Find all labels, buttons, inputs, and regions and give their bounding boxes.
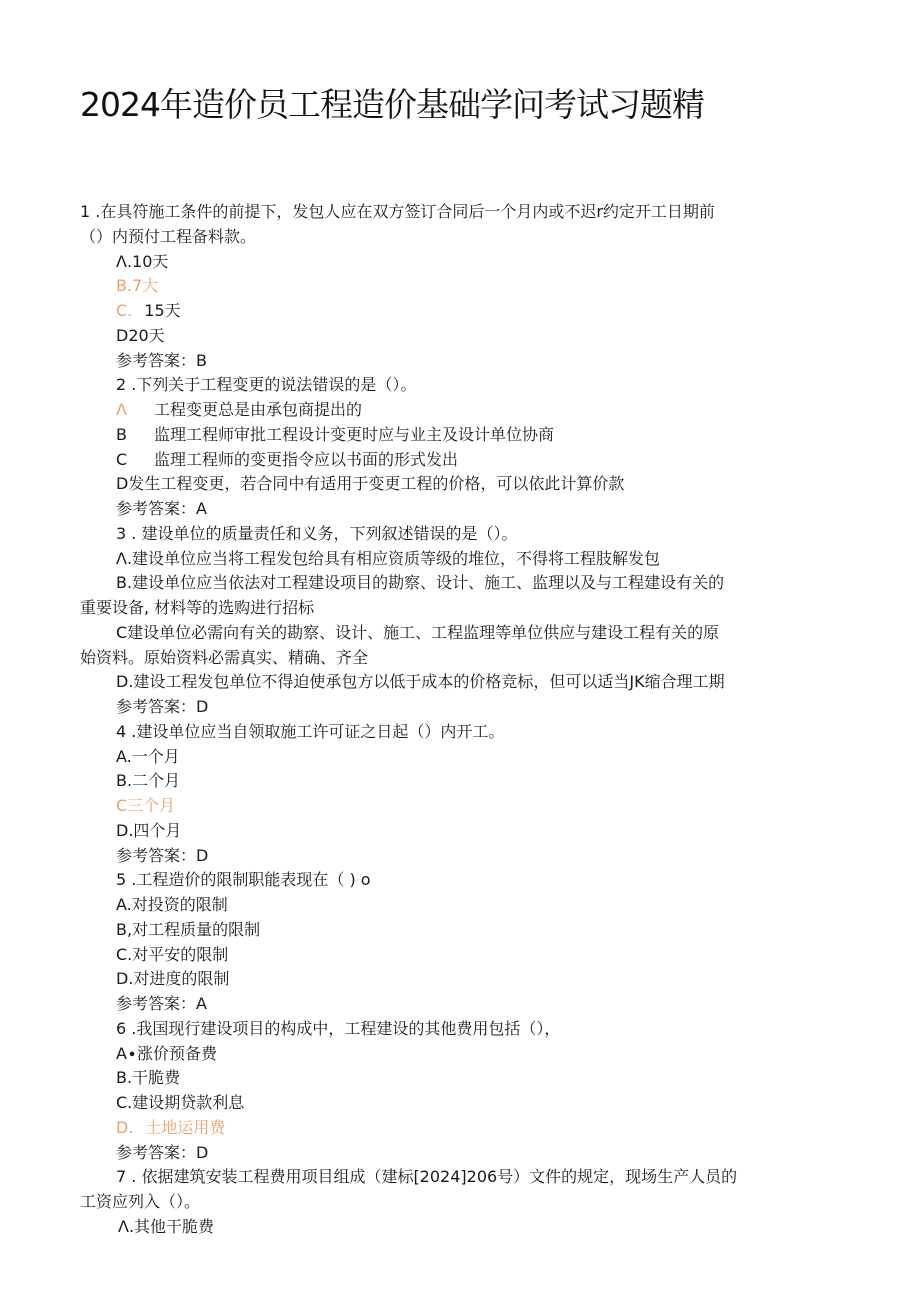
option-4a: A.一个月 xyxy=(116,746,180,766)
question-list xyxy=(0,200,920,1240)
option-6d-letter: D. xyxy=(116,1117,134,1137)
option-3c-line-1: C建设单位必需向有关的勘察、设计、施工、工程监理等单位供应与建设工程有关的原 xyxy=(116,622,720,642)
answer-3: 参考答案：D xyxy=(116,697,209,716)
question-3-stem: 3 . 建设单位的质量责任和义务，下列叙述错误的是（）。 xyxy=(116,523,518,543)
option-6c: C.建设期贷款利息 xyxy=(116,1093,245,1112)
option-1b: B.7大 xyxy=(116,276,159,296)
option-2c-text: 监理工程师的变更指令应以书面的形式发出 xyxy=(154,449,459,469)
question-7-stem-line-2: 工资应列入（）。 xyxy=(80,1192,201,1211)
option-5d: D.对进度的限制 xyxy=(116,969,230,989)
option-3a: Λ.建设单位应当将工程发包给具有相应资质等级的堆位，不得将工程肢解发包 xyxy=(116,548,661,568)
option-6d xyxy=(0,1116,920,1141)
option-1c xyxy=(0,299,920,324)
option-1c-letter: C. xyxy=(116,301,133,320)
option-6a: A∙涨价预备费 xyxy=(116,1043,217,1063)
question-1-stem-line-1: 1 .在具符施工条件的前提下，发包人应在双方签订合同后一个月内或不迟r约定开工日期前 xyxy=(80,202,715,221)
document-title: 2024年造价员工程造价基础学问考试习题精 xyxy=(80,85,704,124)
option-5a: A.对投资的限制 xyxy=(116,895,228,914)
option-1a: Λ.10天 xyxy=(116,251,169,271)
question-2-stem: 2 .下列关于工程变更的说法错误的是（）。 xyxy=(116,375,417,395)
option-3b-line-2: 重要设备, 材料等的选购进行招标 xyxy=(80,598,315,617)
answer-4: 参考答案：D xyxy=(116,845,209,865)
option-2b-text: 监理工程师审批工程设计变更时应与业主及设计单位协商 xyxy=(154,424,555,444)
answer-5: 参考答案：A xyxy=(116,994,207,1013)
question-6-stem: 6 .我国现行建设项目的构成中，工程建设的其他费用包括（）， xyxy=(116,1018,561,1038)
answer-2: 参考答案：A xyxy=(116,499,207,518)
option-2c-letter: C xyxy=(116,449,128,469)
option-5b: B,对工程质量的限制 xyxy=(116,919,261,939)
option-6d-text: 土地运用费 xyxy=(145,1117,226,1137)
option-1d: D20天 xyxy=(116,325,165,345)
option-1c-text: 15天 xyxy=(144,301,181,320)
option-5c: C.对平安的限制 xyxy=(116,944,229,964)
option-7a: Λ.其他干脆费 xyxy=(118,1216,215,1236)
option-2a xyxy=(0,398,920,423)
option-2c xyxy=(0,448,920,473)
question-4-stem: 4 .建设单位应当自领取施工许可证之日起（）内开工。 xyxy=(116,721,505,741)
option-3c-line-2: 始资料。原始资料必需真实、精确、齐全 xyxy=(80,647,369,667)
option-4c: C三个月 xyxy=(116,796,176,815)
question-5-stem: 5 .工程造价的限制职能表现在（ ) o xyxy=(116,870,371,890)
question-1-stem-line-2: （）内预付工程备料款。 xyxy=(80,226,257,246)
option-2b-letter: B xyxy=(116,424,127,444)
option-2a-text: 工程变更总是由承包商提出的 xyxy=(154,400,363,419)
answer-1: 参考答案：B xyxy=(116,350,207,370)
option-4b: B.二个月 xyxy=(116,771,181,791)
option-4d: D.四个月 xyxy=(116,820,182,840)
option-2a-letter: Λ xyxy=(116,400,127,419)
option-6b: B.干脆费 xyxy=(116,1068,181,1088)
question-7-stem-line-1: 7 . 依据建筑安装工程费用项目组成（建标[2024]206号）文件的规定，现场生产人员的 xyxy=(116,1167,738,1187)
option-3d: D.建设工程发包单位不得迫使承包方以低于成本的价格竞标，但可以适当JK缩合理工期 xyxy=(116,672,725,692)
option-2b xyxy=(0,423,920,448)
answer-6: 参考答案：D xyxy=(116,1142,209,1162)
option-2d: D发生工程变更，若合同中有适用于变更工程的价格，可以依此计算价款 xyxy=(116,474,625,494)
option-3b-line-1: B.建设单位应当依法对工程建设项目的勘察、设计、施工、监理以及与工程建设有关的 xyxy=(116,573,725,593)
